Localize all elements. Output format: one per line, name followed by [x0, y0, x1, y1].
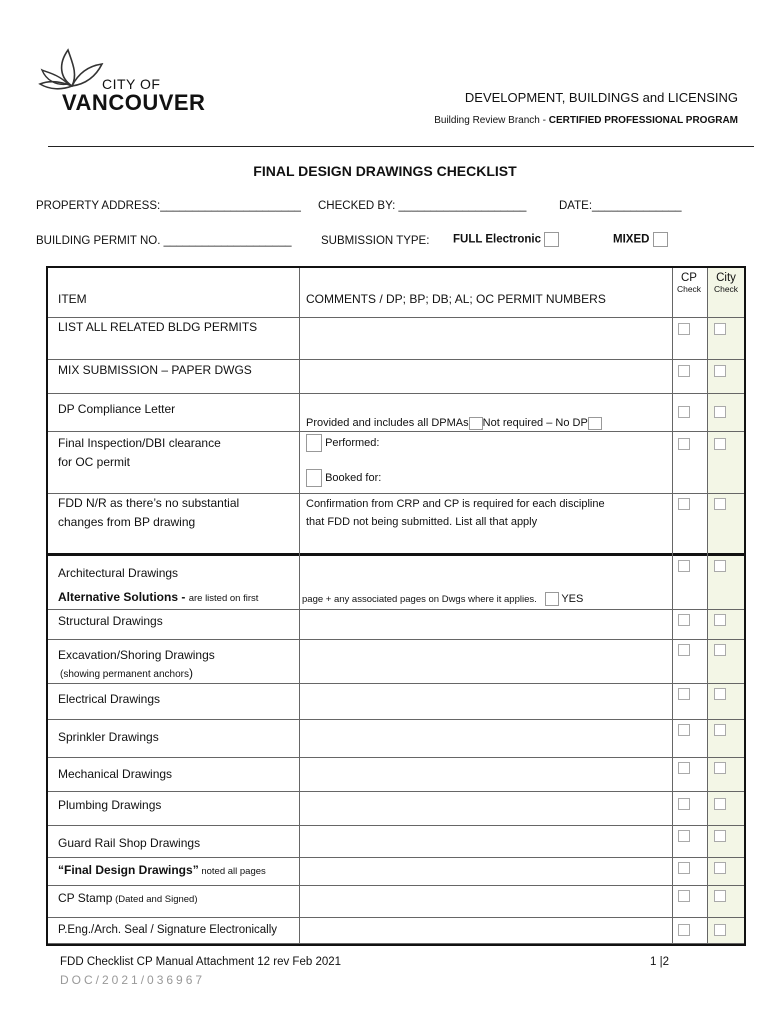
city-check-box[interactable]: [714, 924, 726, 936]
cp-check-box[interactable]: [678, 560, 690, 572]
cp-check-box[interactable]: [678, 688, 690, 700]
city-check-box[interactable]: [714, 498, 726, 510]
cp-check-box[interactable]: [678, 830, 690, 842]
item-label: CP Stamp (Dated and Signed): [58, 891, 198, 905]
building-permit-field[interactable]: BUILDING PERMIT NO. ____________________: [36, 235, 292, 247]
table-row: [48, 720, 744, 758]
column-divider-comments: [672, 268, 673, 944]
submission-type-label: SUBMISSION TYPE:: [321, 235, 430, 247]
cp-check-box[interactable]: [678, 438, 690, 450]
city-check-box[interactable]: [714, 365, 726, 377]
table-row: [48, 918, 744, 944]
page-title: FINAL DESIGN DRAWINGS CHECKLIST: [253, 163, 517, 179]
table-row: [48, 318, 744, 360]
branch-heading: Building Review Branch - CERTIFIED PROFESSIONAL PROGRAM: [434, 115, 738, 126]
city-check-box[interactable]: [714, 798, 726, 810]
column-divider-item: [299, 268, 300, 944]
table-row: [48, 360, 744, 394]
logo-vancouver: VANCOUVER: [62, 90, 206, 115]
page-number: 1 |2: [650, 956, 669, 968]
department-heading: DEVELOPMENT, BUILDINGS and LICENSING: [464, 90, 738, 105]
city-check-box[interactable]: [714, 406, 726, 418]
header-divider: [48, 146, 754, 147]
item-label: “Final Design Drawings” noted all pages: [58, 863, 266, 877]
cp-check-box[interactable]: [678, 724, 690, 736]
item-label: MIX SUBMISSION – PAPER DWGS: [58, 363, 252, 377]
table-row: [48, 556, 744, 610]
document-id: DOC/2021/036967: [60, 973, 206, 987]
table-row: [48, 394, 744, 432]
city-check-box[interactable]: [714, 614, 726, 626]
dp-compliance-options: Provided and includes all DPMAs Not required – No DP: [306, 414, 602, 432]
item-label: Architectural Drawings: [58, 566, 179, 580]
table-row: [48, 792, 744, 826]
city-check-box[interactable]: [714, 560, 726, 572]
checked-by-field[interactable]: CHECKED BY: ____________________: [318, 200, 527, 212]
no-dp-checkbox[interactable]: [588, 417, 602, 430]
item-label: Mechanical Drawings: [58, 767, 173, 781]
leaf-logo-icon: [38, 44, 108, 94]
table-row: [48, 858, 744, 886]
header-city: City Check: [713, 272, 739, 294]
alternative-solutions-note: Alternative Solutions - are listed on first: [58, 590, 259, 604]
item-sublabel: (showing permanent anchors): [60, 666, 193, 680]
item-label: Structural Drawings: [58, 614, 163, 628]
cp-check-box[interactable]: [678, 762, 690, 774]
city-check-box[interactable]: [714, 862, 726, 874]
mixed-option[interactable]: MIXED: [613, 232, 668, 247]
item-label: Electrical Drawings: [58, 692, 161, 706]
item-label: FDD N/R as there’s no substantial changes from BP drawing: [58, 496, 240, 529]
item-label: Sprinkler Drawings: [58, 730, 159, 744]
logo-city-of: CITY OF: [102, 76, 161, 92]
cp-check-box[interactable]: [678, 644, 690, 656]
alternative-solutions-comment: page + any associated pages on Dwgs where it applies. YES: [302, 593, 584, 605]
cp-check-box[interactable]: [678, 924, 690, 936]
city-check-box[interactable]: [714, 323, 726, 335]
item-label: DP Compliance Letter: [58, 402, 176, 416]
item-label: P.Eng./Arch. Seal / Signature Electronically: [58, 924, 278, 936]
table-row: [48, 610, 744, 640]
table-row: [48, 684, 744, 720]
city-check-box[interactable]: [714, 890, 726, 902]
item-label: Plumbing Drawings: [58, 798, 162, 812]
date-field[interactable]: DATE:______________: [559, 200, 682, 212]
performed-checkbox[interactable]: [306, 434, 322, 452]
city-check-box[interactable]: [714, 438, 726, 450]
item-label: Guard Rail Shop Drawings: [58, 836, 201, 850]
item-label: Final Inspection/DBI clearance for OC permit: [58, 436, 221, 469]
cp-check-box[interactable]: [678, 614, 690, 626]
city-check-box[interactable]: [714, 830, 726, 842]
header-comments: COMMENTS / DP; BP; DB; AL; OC PERMIT NUMBERS: [306, 292, 606, 306]
table-header-row: [48, 268, 744, 318]
header-item: ITEM: [58, 292, 87, 306]
table-row: [48, 432, 744, 494]
city-check-box[interactable]: [714, 688, 726, 700]
footer-text: FDD Checklist CP Manual Attachment 12 rev Feb 2021: [60, 956, 342, 968]
performed-option: Performed:: [306, 434, 379, 452]
checklist-table: [46, 266, 746, 946]
dpma-checkbox[interactable]: [469, 417, 483, 430]
cp-check-box[interactable]: [678, 890, 690, 902]
fdd-nr-comment: Confirmation from CRP and CP is required for each discipline that FDD not being submitted. List all that apply: [306, 498, 605, 528]
cp-check-box[interactable]: [678, 365, 690, 377]
yes-checkbox[interactable]: [545, 592, 559, 606]
table-row: [48, 494, 744, 556]
table-row: [48, 640, 744, 684]
table-row: [48, 886, 744, 918]
city-check-box[interactable]: [714, 644, 726, 656]
cp-check-box[interactable]: [678, 798, 690, 810]
city-check-box[interactable]: [714, 762, 726, 774]
full-electronic-checkbox[interactable]: [544, 232, 559, 247]
item-label: LIST ALL RELATED BLDG PERMITS: [58, 320, 258, 334]
cp-check-box[interactable]: [678, 323, 690, 335]
item-label: Excavation/Shoring Drawings: [58, 648, 215, 662]
mixed-checkbox[interactable]: [653, 232, 668, 247]
booked-checkbox[interactable]: [306, 469, 322, 487]
header-cp: CP Check: [676, 272, 702, 294]
cp-check-box[interactable]: [678, 406, 690, 418]
cp-check-box[interactable]: [678, 862, 690, 874]
property-address-field[interactable]: PROPERTY ADDRESS:______________________: [36, 200, 301, 212]
column-divider-cp: [707, 268, 708, 944]
booked-option: Booked for:: [306, 469, 381, 487]
city-logo: [38, 44, 228, 120]
full-electronic-option[interactable]: FULL Electronic: [453, 232, 559, 247]
table-row: [48, 758, 744, 792]
cp-check-box[interactable]: [678, 498, 690, 510]
table-row: [48, 826, 744, 858]
city-check-box[interactable]: [714, 724, 726, 736]
